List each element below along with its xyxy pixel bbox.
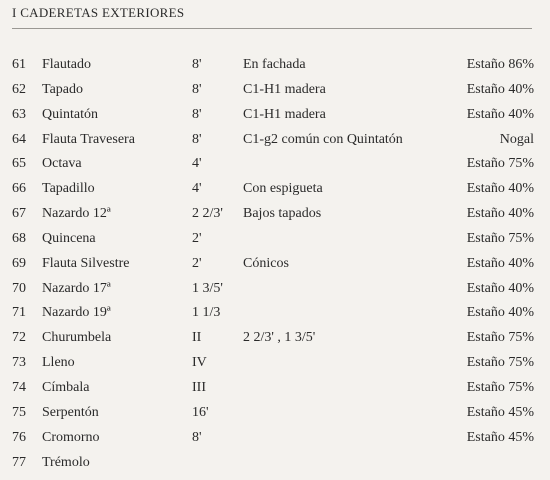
stop-pitch: 2' bbox=[192, 255, 202, 271]
stop-row bbox=[0, 351, 550, 376]
stop-row bbox=[0, 78, 550, 103]
stop-material: Estaño 86% bbox=[466, 57, 534, 72]
stop-material: Estaño 75% bbox=[466, 355, 534, 371]
stop-material: Estaño 40% bbox=[466, 206, 534, 222]
stop-number: 73 bbox=[12, 355, 26, 371]
stop-pitch: III bbox=[192, 379, 206, 395]
stop-row bbox=[0, 252, 550, 277]
stop-material: Nogal bbox=[499, 131, 534, 147]
stop-row bbox=[0, 53, 550, 78]
stop-row bbox=[0, 376, 550, 401]
stop-name: Nazardo 19ª bbox=[42, 305, 111, 321]
section-title: CADERETAS EXTERIORES bbox=[20, 5, 185, 20]
stop-row bbox=[0, 202, 550, 227]
stop-name: Lleno bbox=[42, 355, 75, 371]
stop-row bbox=[0, 227, 550, 252]
stop-row bbox=[0, 426, 550, 451]
stop-pitch: 8' bbox=[192, 57, 202, 72]
stop-name: Quintatón bbox=[42, 106, 98, 122]
stop-list bbox=[0, 53, 550, 475]
stop-note: En fachada bbox=[243, 57, 306, 72]
stop-number: 70 bbox=[12, 280, 26, 296]
stop-material: Estaño 40% bbox=[466, 255, 534, 271]
stop-material: Estaño 40% bbox=[466, 81, 534, 97]
stop-row bbox=[0, 451, 550, 476]
stop-material: Estaño 45% bbox=[466, 429, 534, 445]
stop-pitch: 2' bbox=[192, 230, 202, 246]
stop-pitch: II bbox=[192, 330, 202, 346]
stop-note: Cónicos bbox=[243, 255, 289, 271]
stop-number: 69 bbox=[12, 255, 26, 271]
stop-name: Nazardo 17ª bbox=[42, 280, 111, 296]
stop-name: Nazardo 12ª bbox=[42, 206, 111, 222]
stop-note: 2 2/3' , 1 3/5' bbox=[243, 330, 316, 346]
stop-material: Estaño 40% bbox=[466, 280, 534, 296]
stop-number: 71 bbox=[12, 305, 26, 321]
stop-name: Flauta Travesera bbox=[42, 131, 135, 147]
stop-pitch: 1 1/3 bbox=[192, 305, 221, 321]
stop-note: Con espigueta bbox=[243, 181, 323, 197]
stop-name: Címbala bbox=[42, 379, 90, 395]
stop-name: Trémolo bbox=[42, 454, 90, 470]
stop-name: Cromorno bbox=[42, 429, 100, 445]
stop-number: 76 bbox=[12, 429, 26, 445]
stop-pitch: 8' bbox=[192, 106, 202, 122]
stop-number: 75 bbox=[12, 404, 26, 420]
stop-name: Octava bbox=[42, 156, 82, 172]
stop-row bbox=[0, 152, 550, 177]
stop-row bbox=[0, 128, 550, 153]
stop-pitch: 8' bbox=[192, 429, 202, 445]
stop-material: Estaño 40% bbox=[466, 305, 534, 321]
stop-material: Estaño 75% bbox=[466, 379, 534, 395]
stop-number: 61 bbox=[12, 57, 26, 72]
stop-row bbox=[0, 277, 550, 302]
stop-note: C1-H1 madera bbox=[243, 106, 326, 122]
stop-number: 65 bbox=[12, 156, 26, 172]
stop-name: Tapado bbox=[42, 81, 84, 97]
stop-material: Estaño 40% bbox=[466, 181, 534, 197]
stop-material: Estaño 75% bbox=[466, 230, 534, 246]
stop-number: 66 bbox=[12, 181, 26, 197]
stop-number: 74 bbox=[12, 379, 26, 395]
stop-row bbox=[0, 326, 550, 351]
stop-number: 77 bbox=[12, 454, 26, 470]
stop-pitch: 4' bbox=[192, 181, 202, 197]
stop-note: C1-g2 común con Quintatón bbox=[243, 131, 403, 147]
stop-pitch: 1 3/5' bbox=[192, 280, 223, 296]
stop-row bbox=[0, 103, 550, 128]
section-heading bbox=[12, 5, 184, 21]
stop-row bbox=[0, 177, 550, 202]
stop-number: 64 bbox=[12, 131, 26, 147]
stop-name: Serpentón bbox=[42, 404, 99, 420]
stop-name: Flautado bbox=[42, 57, 91, 72]
section-number: I bbox=[12, 5, 17, 20]
stop-note: Bajos tapados bbox=[243, 206, 322, 222]
stop-material: Estaño 75% bbox=[466, 156, 534, 172]
stop-number: 67 bbox=[12, 206, 26, 222]
stop-number: 68 bbox=[12, 230, 26, 246]
stop-name: Quincena bbox=[42, 230, 96, 246]
stop-number: 72 bbox=[12, 330, 26, 346]
stop-pitch: IV bbox=[192, 355, 207, 371]
stop-pitch: 2 2/3' bbox=[192, 206, 223, 222]
stop-row bbox=[0, 401, 550, 426]
stop-pitch: 16' bbox=[192, 404, 209, 420]
stop-pitch: 8' bbox=[192, 81, 202, 97]
stop-name: Tapadillo bbox=[42, 181, 95, 197]
stop-note: C1-H1 madera bbox=[243, 81, 326, 97]
stop-pitch: 8' bbox=[192, 131, 202, 147]
stop-name: Flauta Silvestre bbox=[42, 255, 130, 271]
stop-material: Estaño 40% bbox=[466, 106, 534, 122]
stop-name: Churumbela bbox=[42, 330, 112, 346]
stop-row bbox=[0, 301, 550, 326]
stop-number: 62 bbox=[12, 81, 26, 97]
heading-divider bbox=[12, 28, 532, 29]
stop-pitch: 4' bbox=[192, 156, 202, 172]
stop-number: 63 bbox=[12, 106, 26, 122]
stop-material: Estaño 45% bbox=[466, 404, 534, 420]
stop-material: Estaño 75% bbox=[466, 330, 534, 346]
